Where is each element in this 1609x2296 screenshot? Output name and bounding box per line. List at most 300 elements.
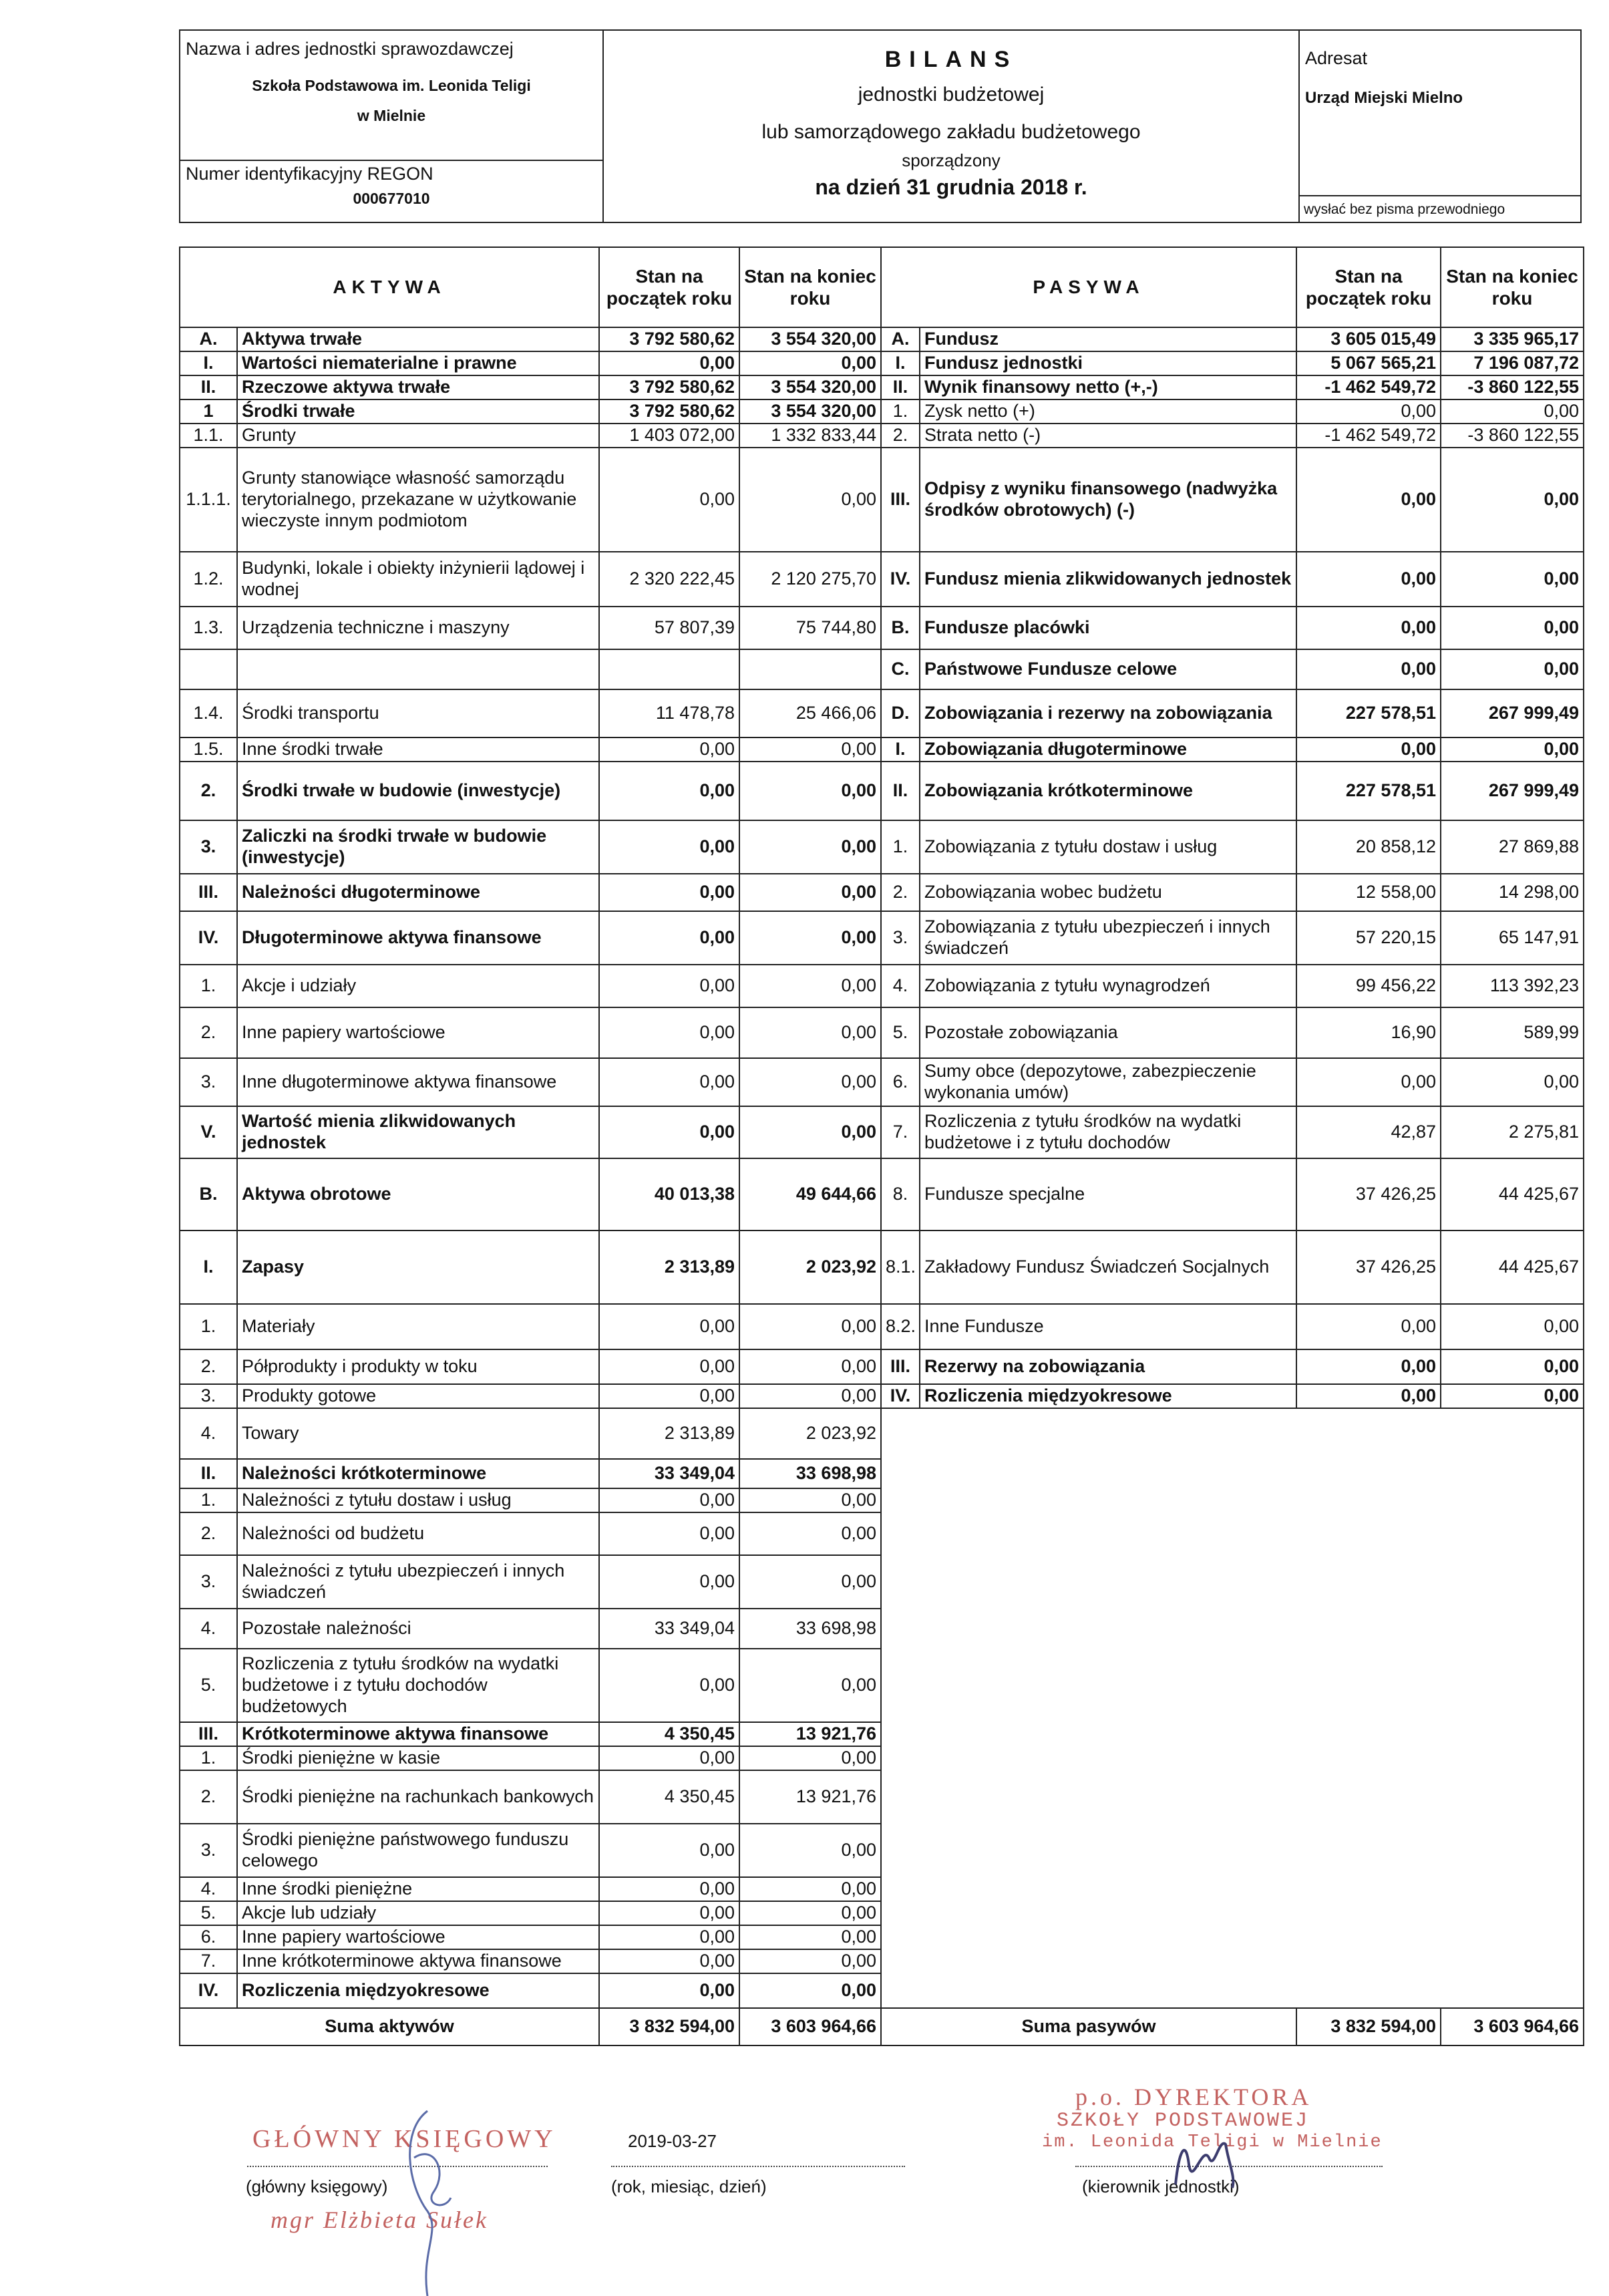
- aktywa-item-number: 4.: [180, 1609, 237, 1649]
- aktywa-item-label: Inne środki pieniężne: [237, 1877, 599, 1901]
- pasywa-item-label: Wynik finansowy netto (+,-): [920, 375, 1296, 399]
- aktywa-end-value: 0,00: [739, 1973, 881, 2008]
- aktywa-start-value: 0,00: [599, 1488, 739, 1512]
- aktywa-start-value: 0,00: [599, 1007, 739, 1058]
- pasywa-start-value: 0,00: [1296, 1349, 1441, 1384]
- aktywa-end-value: 2 023,92: [739, 1231, 881, 1304]
- aktywa-start-value: 0,00: [599, 1877, 739, 1901]
- pasywa-item-label: Fundusz mienia zlikwidowanych jednostek: [920, 552, 1296, 607]
- pasywa-item-label: Fundusz: [920, 327, 1296, 351]
- pasywa-end-value: 0,00: [1441, 1058, 1584, 1106]
- aktywa-item-label: Środki pieniężne państwowego funduszu celowego: [237, 1824, 599, 1877]
- table-row: [180, 1459, 1584, 1488]
- pasywa-start-value: 227 578,51: [1296, 689, 1441, 737]
- pasywa-end-header: Stan na koniec roku: [1441, 247, 1584, 327]
- addressee-name: Urząd Miejski Mielno: [1305, 89, 1463, 107]
- pasywa-item-label: Strata netto (-): [920, 424, 1296, 448]
- title-section: [604, 31, 1300, 222]
- aktywa-total-start: 3 832 594,00: [599, 2008, 739, 2045]
- aktywa-item-number: 1.1.: [180, 424, 237, 448]
- table-row: [180, 1722, 1584, 1746]
- table-row: [180, 1609, 1584, 1649]
- pasywa-start-value: 0,00: [1296, 1384, 1441, 1408]
- aktywa-item-label: Akcje lub udziały: [237, 1901, 599, 1925]
- aktywa-item-number: IV.: [180, 911, 237, 965]
- regon-label: Numer identyfikacyjny REGON: [186, 164, 433, 184]
- report-date: 2019-03-27: [628, 2131, 717, 2151]
- aktywa-start-value: 0,00: [599, 911, 739, 965]
- table-row: [180, 737, 1584, 762]
- pasywa-item-number: 1.: [881, 399, 920, 424]
- pasywa-end-value: 0,00: [1441, 737, 1584, 762]
- aktywa-item-number: 1.1.1.: [180, 448, 237, 552]
- pasywa-end-value: 0,00: [1441, 607, 1584, 649]
- pasywa-item-label: Rozliczenia międzyokresowe: [920, 1384, 1296, 1408]
- aktywa-end-value: 3 554 320,00: [739, 399, 881, 424]
- balance-table: [179, 247, 1584, 2046]
- aktywa-start-value: 2 313,89: [599, 1231, 739, 1304]
- pasywa-item-number: 8.: [881, 1158, 920, 1231]
- balance-date: na dzień 31 grudnia 2018 r.: [815, 175, 1087, 199]
- aktywa-end-value: 0,00: [739, 1058, 881, 1106]
- aktywa-item-number: 3.: [180, 1555, 237, 1609]
- aktywa-item-label: Grunty: [237, 424, 599, 448]
- table-row: [180, 689, 1584, 737]
- aktywa-item-number: 1.5.: [180, 737, 237, 762]
- aktywa-item-number: 5.: [180, 1649, 237, 1722]
- pasywa-item-label: Zobowiązania z tytułu wynagrodzeń: [920, 965, 1296, 1007]
- aktywa-item-label: Środki transportu: [237, 689, 599, 737]
- table-header-row: [180, 247, 1584, 327]
- aktywa-item-number: III.: [180, 1722, 237, 1746]
- pasywa-item-label: Sumy obce (depozytowe, zabezpieczenie wykonania umów): [920, 1058, 1296, 1106]
- aktywa-end-value: 0,00: [739, 1512, 881, 1555]
- aktywa-end-value: 3 554 320,00: [739, 327, 881, 351]
- table-row: [180, 1304, 1584, 1349]
- aktywa-start-value: 57 807,39: [599, 607, 739, 649]
- aktywa-item-number: 7.: [180, 1949, 237, 1973]
- aktywa-item-number: 1: [180, 399, 237, 424]
- aktywa-item-label: Inne papiery wartościowe: [237, 1007, 599, 1058]
- aktywa-end-value: 0,00: [739, 874, 881, 911]
- table-row: [180, 1408, 1584, 1459]
- aktywa-start-value: 0,00: [599, 1973, 739, 2008]
- addressee-section: [1300, 31, 1580, 222]
- aktywa-item-number: 1.4.: [180, 689, 237, 737]
- pasywa-item-number: B.: [881, 607, 920, 649]
- aktywa-item-label: Rozliczenia z tytułu środków na wydatki budżetowe i z tytułu dochodów budżetowych: [237, 1649, 599, 1722]
- pasywa-item-label: Inne Fundusze: [920, 1304, 1296, 1349]
- table-row: [180, 1901, 1584, 1925]
- aktywa-item-label: Inne długoterminowe aktywa finansowe: [237, 1058, 599, 1106]
- aktywa-end-value: 1 332 833,44: [739, 424, 881, 448]
- entity-label: Nazwa i adres jednostki sprawozdawczej: [186, 39, 514, 59]
- aktywa-end-value: 0,00: [739, 1901, 881, 1925]
- pasywa-start-value: 3 605 015,49: [1296, 327, 1441, 351]
- entity-city: w Mielnie: [357, 107, 426, 124]
- table-row: [180, 649, 1584, 689]
- aktywa-header: AKTYWA: [180, 247, 599, 327]
- table-row: [180, 1106, 1584, 1158]
- aktywa-item-label: Aktywa trwałe: [237, 327, 599, 351]
- aktywa-end-value: 0,00: [739, 911, 881, 965]
- aktywa-item-label: Należności krótkoterminowe: [237, 1459, 599, 1488]
- aktywa-item-label: Inne papiery wartościowe: [237, 1925, 599, 1949]
- subtitle-3: sporządzony: [902, 150, 1001, 170]
- aktywa-end-value: 33 698,98: [739, 1609, 881, 1649]
- aktywa-start-value: 3 792 580,62: [599, 399, 739, 424]
- aktywa-end-value: 0,00: [739, 1824, 881, 1877]
- pasywa-empty-cell: [881, 1770, 1584, 1824]
- pasywa-empty-cell: [881, 1722, 1584, 1746]
- aktywa-end-value: 0,00: [739, 1007, 881, 1058]
- aktywa-end-value: 25 466,06: [739, 689, 881, 737]
- aktywa-end-value: 3 554 320,00: [739, 375, 881, 399]
- report-header: [179, 29, 1582, 223]
- aktywa-start-value: 0,00: [599, 1106, 739, 1158]
- director-signature-scribble: [1162, 2124, 1242, 2198]
- pasywa-item-label: Państwowe Fundusze celowe: [920, 649, 1296, 689]
- aktywa-start-value: 4 350,45: [599, 1722, 739, 1746]
- aktywa-start-value: 0,00: [599, 965, 739, 1007]
- aktywa-start-value: 40 013,38: [599, 1158, 739, 1231]
- pasywa-end-value: 0,00: [1441, 1304, 1584, 1349]
- aktywa-start-value: 0,00: [599, 1746, 739, 1770]
- aktywa-item-number: III.: [180, 874, 237, 911]
- table-row: [180, 820, 1584, 874]
- table-row: [180, 1007, 1584, 1058]
- aktywa-item-number: 1.: [180, 1746, 237, 1770]
- pasywa-header: PASYWA: [881, 247, 1296, 327]
- table-row: [180, 1512, 1584, 1555]
- pasywa-start-value: 0,00: [1296, 399, 1441, 424]
- pasywa-item-label: Rozliczenia z tytułu środków na wydatki budżetowe i z tytułu dochodów: [920, 1106, 1296, 1158]
- entity-name: Szkoła Podstawowa im. Leonida Teligi: [252, 77, 531, 94]
- aktywa-total-label: Suma aktywów: [180, 2008, 599, 2045]
- pasywa-empty-cell: [881, 1555, 1584, 1609]
- pasywa-start-value: 0,00: [1296, 737, 1441, 762]
- aktywa-end-value: 0,00: [739, 1746, 881, 1770]
- aktywa-start-value: 0,00: [599, 1925, 739, 1949]
- pasywa-end-value: 267 999,49: [1441, 762, 1584, 820]
- aktywa-start-value: [599, 649, 739, 689]
- aktywa-end-value: 0,00: [739, 1949, 881, 1973]
- aktywa-start-value: 0,00: [599, 351, 739, 375]
- aktywa-item-number: 1.3.: [180, 607, 237, 649]
- pasywa-start-value: 57 220,15: [1296, 911, 1441, 965]
- aktywa-start-value: 0,00: [599, 762, 739, 820]
- aktywa-item-label: Inne krótkoterminowe aktywa finansowe: [237, 1949, 599, 1973]
- aktywa-start-value: 1 403 072,00: [599, 424, 739, 448]
- addressee-label: Adresat: [1305, 48, 1368, 68]
- aktywa-end-value: 0,00: [739, 820, 881, 874]
- pasywa-empty-cell: [881, 1973, 1584, 2008]
- table-row: [180, 965, 1584, 1007]
- aktywa-item-label: [237, 649, 599, 689]
- aktywa-end-value: 33 698,98: [739, 1459, 881, 1488]
- aktywa-item-number: V.: [180, 1106, 237, 1158]
- aktywa-end-value: 0,00: [739, 351, 881, 375]
- aktywa-item-label: Środki pieniężne w kasie: [237, 1746, 599, 1770]
- pasywa-end-value: 589,99: [1441, 1007, 1584, 1058]
- table-row: [180, 448, 1584, 552]
- pasywa-item-number: II.: [881, 762, 920, 820]
- director-stamp-line1: p.o. DYREKTORA: [1075, 2084, 1312, 2110]
- aktywa-item-label: Środki trwałe w budowie (inwestycje): [237, 762, 599, 820]
- pasywa-item-number: III.: [881, 1349, 920, 1384]
- aktywa-start-value: 0,00: [599, 1901, 739, 1925]
- pasywa-item-number: C.: [881, 649, 920, 689]
- accountant-caption: (główny księgowy): [246, 2176, 388, 2196]
- pasywa-item-number: 7.: [881, 1106, 920, 1158]
- accountant-name-stamp: mgr Elżbieta Sułek: [271, 2206, 488, 2233]
- aktywa-end-value: 0,00: [739, 1384, 881, 1408]
- pasywa-empty-cell: [881, 1408, 1584, 1459]
- pasywa-item-number: 8.1.: [881, 1231, 920, 1304]
- aktywa-item-number: II.: [180, 1459, 237, 1488]
- pasywa-start-value: 16,90: [1296, 1007, 1441, 1058]
- pasywa-item-number: 3.: [881, 911, 920, 965]
- table-row: [180, 1555, 1584, 1609]
- aktywa-item-label: Pozostałe należności: [237, 1609, 599, 1649]
- pasywa-empty-cell: [881, 1901, 1584, 1925]
- aktywa-item-number: B.: [180, 1158, 237, 1231]
- table-row: [180, 1349, 1584, 1384]
- aktywa-item-label: Materiały: [237, 1304, 599, 1349]
- pasywa-item-number: 4.: [881, 965, 920, 1007]
- pasywa-empty-cell: [881, 1609, 1584, 1649]
- pasywa-start-value: 0,00: [1296, 1058, 1441, 1106]
- table-row: [180, 1058, 1584, 1106]
- pasywa-end-value: 3 335 965,17: [1441, 327, 1584, 351]
- aktywa-item-number: 2.: [180, 1007, 237, 1058]
- aktywa-item-label: Produkty gotowe: [237, 1384, 599, 1408]
- pasywa-empty-cell: [881, 1877, 1584, 1901]
- table-row: [180, 327, 1584, 351]
- aktywa-item-label: Budynki, lokale i obiekty inżynierii lądowej i wodnej: [237, 552, 599, 607]
- aktywa-end-value: 0,00: [739, 1649, 881, 1722]
- aktywa-item-number: [180, 649, 237, 689]
- aktywa-item-number: 2.: [180, 762, 237, 820]
- pasywa-item-label: Rezerwy na zobowiązania: [920, 1349, 1296, 1384]
- pasywa-start-value: 0,00: [1296, 607, 1441, 649]
- pasywa-item-label: Zobowiązania z tytułu dostaw i usług: [920, 820, 1296, 874]
- pasywa-start-value: -1 462 549,72: [1296, 375, 1441, 399]
- pasywa-item-label: Pozostałe zobowiązania: [920, 1007, 1296, 1058]
- aktywa-start-value: 3 792 580,62: [599, 375, 739, 399]
- pasywa-item-number: II.: [881, 375, 920, 399]
- aktywa-start-value: 0,00: [599, 1555, 739, 1609]
- aktywa-item-label: Zapasy: [237, 1231, 599, 1304]
- director-caption: (kierownik jednostki): [1082, 2176, 1240, 2196]
- director-stamp-line2: SZKOŁY PODSTAWOWEJ: [1057, 2110, 1310, 2132]
- pasywa-item-number: III.: [881, 448, 920, 552]
- pasywa-item-number: I.: [881, 737, 920, 762]
- aktywa-start-value: 0,00: [599, 1058, 739, 1106]
- aktywa-end-value: 49 644,66: [739, 1158, 881, 1231]
- pasywa-item-label: Zobowiązania wobec budżetu: [920, 874, 1296, 911]
- aktywa-item-number: 4.: [180, 1408, 237, 1459]
- aktywa-end-value: 13 921,76: [739, 1722, 881, 1746]
- totals-row: [180, 2008, 1584, 2045]
- aktywa-start-value: 0,00: [599, 448, 739, 552]
- pasywa-empty-cell: [881, 1459, 1584, 1488]
- table-row: [180, 424, 1584, 448]
- pasywa-start-value: 5 067 565,21: [1296, 351, 1441, 375]
- pasywa-item-number: 2.: [881, 874, 920, 911]
- aktywa-item-number: 3.: [180, 1058, 237, 1106]
- pasywa-end-value: -3 860 122,55: [1441, 424, 1584, 448]
- aktywa-item-label: Towary: [237, 1408, 599, 1459]
- aktywa-end-value: 0,00: [739, 1925, 881, 1949]
- aktywa-item-label: Zaliczki na środki trwałe w budowie (inwestycje): [237, 820, 599, 874]
- table-row: [180, 1231, 1584, 1304]
- aktywa-start-value: 3 792 580,62: [599, 327, 739, 351]
- aktywa-start-value: 0,00: [599, 1349, 739, 1384]
- pasywa-empty-cell: [881, 1824, 1584, 1877]
- aktywa-end-value: [739, 649, 881, 689]
- aktywa-end-value: 0,00: [739, 1488, 881, 1512]
- table-row: [180, 762, 1584, 820]
- aktywa-item-number: 5.: [180, 1901, 237, 1925]
- aktywa-item-number: 3.: [180, 1384, 237, 1408]
- aktywa-item-label: Wartości niematerialne i prawne: [237, 351, 599, 375]
- subtitle-2: lub samorządowego zakładu budżetowego: [761, 121, 1141, 143]
- aktywa-item-label: Wartość mienia zlikwidowanych jednostek: [237, 1106, 599, 1158]
- aktywa-item-label: Długoterminowe aktywa finansowe: [237, 911, 599, 965]
- aktywa-item-number: 2.: [180, 1770, 237, 1824]
- pasywa-item-label: Fundusze specjalne: [920, 1158, 1296, 1231]
- aktywa-item-label: Krótkoterminowe aktywa finansowe: [237, 1722, 599, 1746]
- table-row: [180, 375, 1584, 399]
- pasywa-item-label: Fundusz jednostki: [920, 351, 1296, 375]
- aktywa-start-value: 4 350,45: [599, 1770, 739, 1824]
- pasywa-start-value: 227 578,51: [1296, 762, 1441, 820]
- table-row: [180, 1824, 1584, 1877]
- pasywa-start-value: 12 558,00: [1296, 874, 1441, 911]
- pasywa-item-label: Odpisy z wyniku finansowego (nadwyżka środków obrotowych) (-): [920, 448, 1296, 552]
- aktywa-start-value: 0,00: [599, 1384, 739, 1408]
- pasywa-start-value: 37 426,25: [1296, 1231, 1441, 1304]
- subtitle-1: jednostki budżetowej: [858, 84, 1045, 106]
- aktywa-start-value: 2 320 222,45: [599, 552, 739, 607]
- pasywa-empty-cell: [881, 1488, 1584, 1512]
- entity-section: [180, 31, 604, 222]
- aktywa-start-value: 0,00: [599, 820, 739, 874]
- pasywa-item-number: 6.: [881, 1058, 920, 1106]
- aktywa-item-number: 1.2.: [180, 552, 237, 607]
- accountant-signature-scribble: [387, 2104, 468, 2296]
- aktywa-item-label: Aktywa obrotowe: [237, 1158, 599, 1231]
- aktywa-start-value: 0,00: [599, 874, 739, 911]
- aktywa-item-label: Należności z tytułu ubezpieczeń i innych świadczeń: [237, 1555, 599, 1609]
- aktywa-item-label: Środki pieniężne na rachunkach bankowych: [237, 1770, 599, 1824]
- pasywa-item-label: Zobowiązania i rezerwy na zobowiązania: [920, 689, 1296, 737]
- aktywa-start-value: 2 313,89: [599, 1408, 739, 1459]
- aktywa-start-value: 0,00: [599, 1824, 739, 1877]
- pasywa-item-label: Zakładowy Fundusz Świadczeń Socjalnych: [920, 1231, 1296, 1304]
- table-row: [180, 874, 1584, 911]
- pasywa-empty-cell: [881, 1649, 1584, 1722]
- aktywa-item-label: Rozliczenia międzyokresowe: [237, 1973, 599, 2008]
- aktywa-item-number: 1.: [180, 965, 237, 1007]
- pasywa-end-value: 65 147,91: [1441, 911, 1584, 965]
- date-caption: (rok, miesiąc, dzień): [611, 2176, 767, 2196]
- pasywa-start-value: 99 456,22: [1296, 965, 1441, 1007]
- aktywa-start-value: 0,00: [599, 1649, 739, 1722]
- table-row: [180, 1973, 1584, 2008]
- date-line: [611, 2166, 905, 2167]
- aktywa-start-value: 0,00: [599, 1949, 739, 1973]
- aktywa-item-number: I.: [180, 351, 237, 375]
- pasywa-start-value: 42,87: [1296, 1106, 1441, 1158]
- aktywa-end-value: 0,00: [739, 1555, 881, 1609]
- pasywa-empty-cell: [881, 1746, 1584, 1770]
- aktywa-start-value: 0,00: [599, 1512, 739, 1555]
- pasywa-item-number: 5.: [881, 1007, 920, 1058]
- aktywa-end-value: 2 120 275,70: [739, 552, 881, 607]
- aktywa-item-number: 4.: [180, 1877, 237, 1901]
- pasywa-end-value: 113 392,23: [1441, 965, 1584, 1007]
- aktywa-end-value: 0,00: [739, 965, 881, 1007]
- pasywa-empty-cell: [881, 1925, 1584, 1949]
- pasywa-item-label: Zobowiązania długoterminowe: [920, 737, 1296, 762]
- pasywa-start-value: 0,00: [1296, 552, 1441, 607]
- table-row: [180, 1158, 1584, 1231]
- pasywa-item-number: I.: [881, 351, 920, 375]
- pasywa-item-number: 2.: [881, 424, 920, 448]
- aktywa-item-number: A.: [180, 327, 237, 351]
- aktywa-end-value: 0,00: [739, 1106, 881, 1158]
- pasywa-end-value: 0,00: [1441, 1349, 1584, 1384]
- table-row: [180, 351, 1584, 375]
- pasywa-end-value: 0,00: [1441, 448, 1584, 552]
- pasywa-item-number: IV.: [881, 1384, 920, 1408]
- pasywa-end-value: 267 999,49: [1441, 689, 1584, 737]
- aktywa-item-number: 2.: [180, 1512, 237, 1555]
- aktywa-end-value: 0,00: [739, 448, 881, 552]
- pasywa-end-value: 0,00: [1441, 552, 1584, 607]
- aktywa-start-value: 33 349,04: [599, 1609, 739, 1649]
- aktywa-item-number: 3.: [180, 820, 237, 874]
- pasywa-end-value: 44 425,67: [1441, 1158, 1584, 1231]
- aktywa-total-end: 3 603 964,66: [739, 2008, 881, 2045]
- aktywa-end-value: 2 023,92: [739, 1408, 881, 1459]
- pasywa-end-value: 0,00: [1441, 649, 1584, 689]
- pasywa-item-number: A.: [881, 327, 920, 351]
- pasywa-end-value: 0,00: [1441, 399, 1584, 424]
- aktywa-end-value: 0,00: [739, 762, 881, 820]
- aktywa-start-header: Stan na początek roku: [599, 247, 739, 327]
- aktywa-item-label: Inne środki trwałe: [237, 737, 599, 762]
- aktywa-item-number: 1.: [180, 1488, 237, 1512]
- pasywa-end-value: 7 196 087,72: [1441, 351, 1584, 375]
- pasywa-start-value: 37 426,25: [1296, 1158, 1441, 1231]
- pasywa-end-value: 44 425,67: [1441, 1231, 1584, 1304]
- aktywa-item-label: Należności długoterminowe: [237, 874, 599, 911]
- aktywa-start-value: 33 349,04: [599, 1459, 739, 1488]
- aktywa-item-number: 3.: [180, 1824, 237, 1877]
- pasywa-empty-cell: [881, 1949, 1584, 1973]
- pasywa-total-label: Suma pasywów: [881, 2008, 1296, 2045]
- aktywa-item-label: Urządzenia techniczne i maszyny: [237, 607, 599, 649]
- aktywa-item-label: Należności od budżetu: [237, 1512, 599, 1555]
- pasywa-item-label: Zobowiązania krótkoterminowe: [920, 762, 1296, 820]
- aktywa-item-number: II.: [180, 375, 237, 399]
- pasywa-end-value: 14 298,00: [1441, 874, 1584, 911]
- aktywa-item-label: Rzeczowe aktywa trwałe: [237, 375, 599, 399]
- aktywa-item-number: IV.: [180, 1973, 237, 2008]
